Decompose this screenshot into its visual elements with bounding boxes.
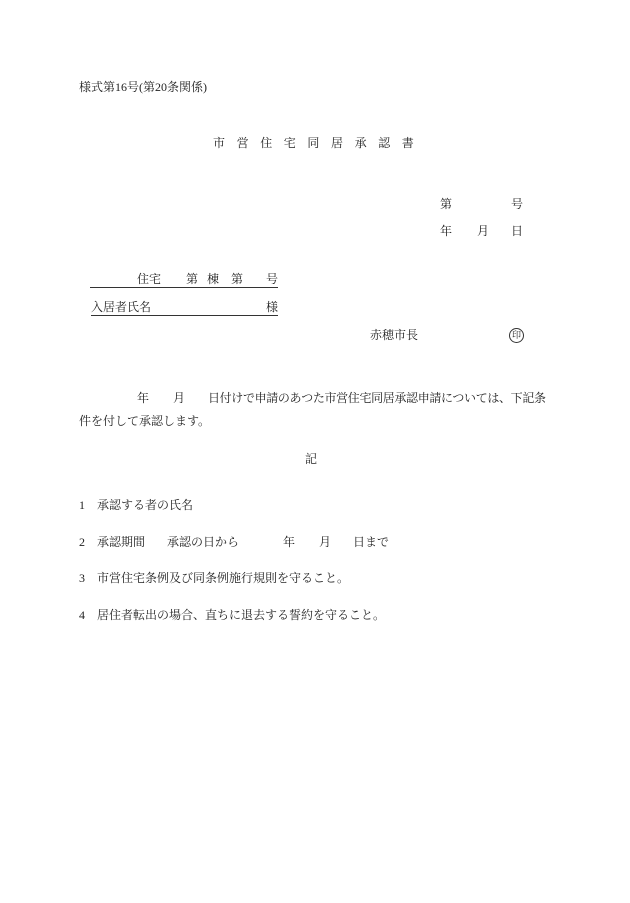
body-month: 月 [173, 391, 186, 405]
condition-text: 居住者転出の場合、直ちに退去する誓約を守ること。 [97, 608, 386, 622]
condition-number: 3 [79, 571, 85, 585]
number-suffix: 号 [511, 197, 524, 211]
document-title: 市営住宅同居承認書 [213, 136, 426, 150]
approval-period-from: 承認の日から [167, 535, 240, 549]
form-number: 様式第16号(第20条関係) [79, 80, 207, 94]
approval-period-year: 年 [283, 535, 296, 549]
address-room-unit: 号 [266, 272, 279, 286]
body-line-1: 日付けで申請のあつた市営住宅同居承認申請については、下記条 [208, 391, 546, 405]
condition-number: 1 [79, 498, 85, 512]
date-day: 日 [511, 224, 524, 238]
date-year: 年 [440, 224, 453, 238]
seal-mark: 印 [509, 328, 524, 343]
recipient-name [91, 299, 278, 316]
condition-number: 4 [79, 608, 85, 622]
number-prefix: 第 [440, 197, 453, 211]
body-line-2: 件を付して承認します。 [79, 414, 211, 428]
honorific: 様 [266, 300, 279, 314]
recipient-address [90, 271, 278, 288]
address-room-prefix: 第 [231, 272, 244, 286]
resident-name-label: 入居者氏名 [91, 300, 152, 314]
address-building-unit: 棟 [207, 272, 220, 286]
condition-number: 2 [79, 535, 85, 549]
ki-heading: 記 [305, 452, 318, 466]
date-month: 月 [477, 224, 490, 238]
address-building-prefix: 第 [186, 272, 199, 286]
condition-text: 承認する者の氏名 [97, 498, 194, 512]
body-year: 年 [137, 391, 150, 405]
approval-period-month: 月 [319, 535, 332, 549]
address-housing: 住宅 [137, 272, 162, 286]
issuer-title: 赤穂市長 [370, 328, 419, 342]
condition-text: 承認期間 [97, 535, 146, 549]
approval-period-until: 日まで [353, 535, 390, 549]
condition-text: 市営住宅条例及び同条例施行規則を守ること。 [97, 571, 350, 585]
